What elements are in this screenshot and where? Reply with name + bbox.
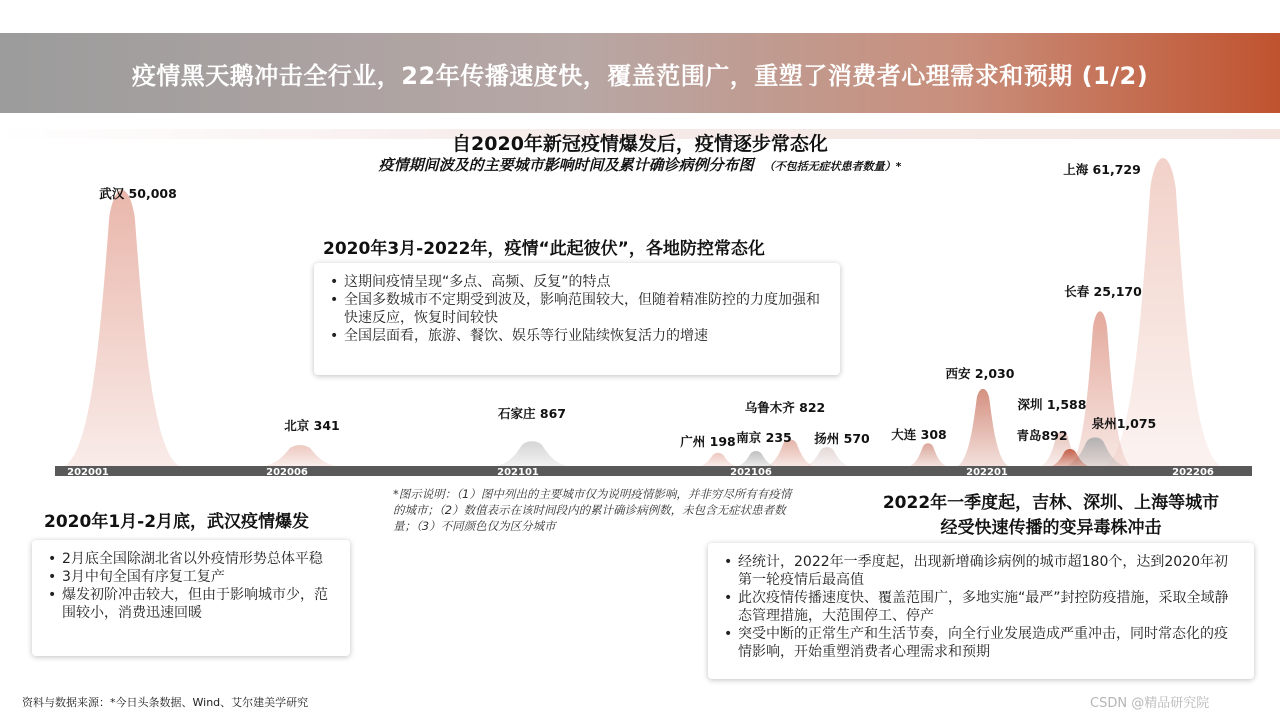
main-heading: 自2020年新冠疫情爆发后，疫情逐步常态化 xyxy=(452,133,828,155)
axis-bar xyxy=(55,466,1252,476)
peak-label-西安: 西安 2,030 xyxy=(945,366,1015,381)
peak-label-南京: 南京 235 xyxy=(736,430,792,445)
early-card xyxy=(32,540,350,656)
late-bullet: • 此次疫情传播速度快、覆盖范围广，多地实施“最严”封控防疫措施，采取全域静态管理措施，大范围停工、停产 xyxy=(722,589,1240,625)
peak-label-大连: 大连 308 xyxy=(891,427,947,442)
chart-legend-note: *图示说明：（1）图中列出的主要城市仅为说明疫情影响，并非穷尽所有有疫情的城市；（2）数值表示在该时间段内的累计确诊病例数，未包含无症状患者数量；（3）不同颜色仅为区分城市 xyxy=(393,487,792,533)
peak-西安 xyxy=(952,389,1014,468)
axis-tick-label: 202006 xyxy=(266,467,308,478)
peak-label-深圳: 深圳 1,588 xyxy=(1017,397,1087,412)
sub-heading-note: （不包括无症状患者数量）* xyxy=(763,160,902,173)
middle-card xyxy=(314,263,840,375)
timeline-axis xyxy=(55,466,1252,478)
axis-tick-label: 202101 xyxy=(497,467,539,478)
peak-label-北京: 北京 341 xyxy=(284,418,340,433)
middle-section-heading: 2020年3月-2022年，疫情“此起彼伏”，各地防控常态化 xyxy=(323,239,765,259)
peak-武汉 xyxy=(58,190,186,468)
early-section-heading: 2020年1月-2月底，武汉疫情爆发 xyxy=(44,512,310,532)
late-card xyxy=(708,543,1254,679)
peak-label-青岛: 青岛892 xyxy=(1016,428,1068,443)
peak-广州 xyxy=(689,453,746,468)
peak-label-扬州: 扬州 570 xyxy=(814,431,870,446)
peak-label-石家庄: 石家庄 867 xyxy=(498,406,566,421)
late-bullet: • 突受中断的正常生产和生活节奏，向全行业发展造成严重冲击，同时常态化的疫情影响，开始重塑消费者心理需求和预期 xyxy=(722,625,1240,661)
axis-tick-label: 202001 xyxy=(67,467,109,478)
late-heading-line1: 2022年一季度起，吉林、深圳、上海等城市 xyxy=(882,493,1220,513)
sub-heading-text: 疫情期间波及的主要城市影响时间及累计确诊病例分布图 xyxy=(378,156,754,174)
middle-bullet: • 全国多数城市不定期受到波及，影响范围较大，但随着精准防控的力度加强和快速反应，恢复时间较快 xyxy=(328,291,826,327)
sub-heading xyxy=(0,154,1280,175)
title-bar xyxy=(0,33,1280,113)
peak-label-泉州: 泉州1,075 xyxy=(1091,416,1157,431)
middle-bullet: • 这期间疫情呈现“多点、高频、反复”的特点 xyxy=(328,273,826,291)
axis-tick-label: 202201 xyxy=(966,467,1008,478)
middle-bullet: • 全国层面看，旅游、餐饮、娱乐等行业陆续恢复活力的增速 xyxy=(328,327,826,345)
peak-label-上海: 上海 61,729 xyxy=(1063,162,1141,177)
peak-label-广州: 广州 198 xyxy=(680,434,736,449)
watermark: CSDN @精品研究院 xyxy=(1090,696,1210,711)
axis-tick-label: 202106 xyxy=(730,467,772,478)
late-bullet: • 经统计，2022年一季度起，出现新增确诊病例的城市超180个，达到2020年初第一轮疫情后最高值 xyxy=(722,553,1240,589)
data-source: 资料与数据来源：*今日头条数据、Wind、艾尔建美学研究 xyxy=(22,696,309,709)
late-section-heading xyxy=(836,488,1266,538)
peak-大连 xyxy=(902,443,955,468)
peak-北京 xyxy=(247,445,353,468)
axis-tick-label: 202206 xyxy=(1172,467,1214,478)
peak-label-武汉: 武汉 50,008 xyxy=(99,186,177,201)
late-heading-line2: 经受快速传播的变异毒株冲击 xyxy=(940,518,1162,538)
peak-石家庄 xyxy=(481,441,582,468)
peak-label-乌鲁木齐: 乌鲁木齐 822 xyxy=(744,400,826,415)
page-title: 疫情黑天鹅冲击全行业，22年传播速度快，覆盖范围广，重塑了消费者心理需求和预期 (1/2) xyxy=(131,61,1149,90)
early-bullet: • 2月底全国除湖北省以外疫情形势总体平稳 xyxy=(46,550,336,568)
peak-label-长春: 长春 25,170 xyxy=(1064,284,1142,299)
early-bullet: • 3月中旬全国有序复工复产 xyxy=(46,568,336,586)
early-bullet: • 爆发初阶冲击较大，但由于影响城市少，范围较小，消费迅速回暖 xyxy=(46,586,336,622)
